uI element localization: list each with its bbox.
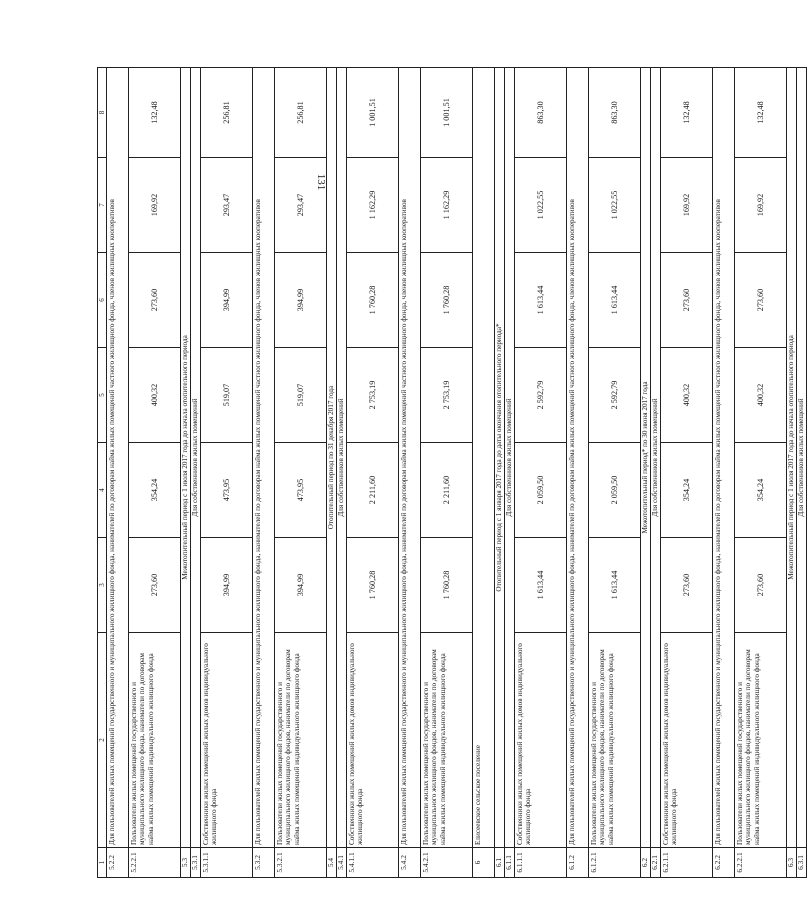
table-row — [641, 68, 651, 878]
table-row — [275, 68, 327, 878]
row-description: Собственники жилых помещений жилых домов индивидуального жилищного фонда — [347, 633, 399, 848]
row-code: 5.4.2.1 — [421, 848, 473, 878]
tariff-value: 1 162,29 — [347, 158, 399, 253]
row-code: 5.3.1.1 — [201, 848, 253, 878]
tariff-value: 273,60 — [735, 538, 787, 633]
group-heading: Для собственников жилых помещений — [797, 68, 807, 848]
tariff-value: 2 753,19 — [347, 348, 399, 443]
tariff-value: 2 059,50 — [515, 443, 567, 538]
tariff-value: 1 001,51 — [347, 68, 399, 158]
tariff-value: 863,30 — [589, 68, 641, 158]
table-row — [661, 68, 713, 878]
period-heading: Межотопительный период* по 30 июня 2017 года — [641, 68, 651, 848]
section-heading: Для пользователей жилых помещений государственного и муниципального жилищного фонда, нанимателей по договорам найма жилых помещений частного жилищного фонда, членов жилищных кооперативов — [253, 68, 275, 848]
row-code: 5.4.1 — [337, 848, 347, 878]
tariff-value: 394,99 — [201, 538, 253, 633]
table-body — [98, 68, 807, 878]
section-heading: Для пользователей жилых помещений государственного и муниципального жилищного фонда, нанимателей по договорам найма жилых помещений частного жилищного фонда, членов жилищных кооперативов — [399, 68, 421, 848]
tariff-value: 132,48 — [129, 68, 181, 158]
page-number: 131 — [315, 173, 327, 191]
table-row — [201, 68, 253, 878]
tariff-value: 1 613,44 — [589, 538, 641, 633]
tariff-value: 169,92 — [129, 158, 181, 253]
table-row — [191, 68, 201, 878]
row-code: 6.2.1.1 — [661, 848, 713, 878]
row-code: 5.4 — [327, 848, 337, 878]
row-code: 5.3.2 — [253, 848, 275, 878]
tariff-value: 273,60 — [129, 253, 181, 348]
tariff-value: 256,81 — [201, 68, 253, 158]
tariff-value: 169,92 — [735, 158, 787, 253]
tariff-value: 1 613,44 — [589, 253, 641, 348]
row-code: 6.2.2.1 — [735, 848, 787, 878]
table-row — [337, 68, 347, 878]
tariff-value: 2 211,60 — [421, 443, 473, 538]
row-code: 5.3.2.1 — [275, 848, 327, 878]
tariff-value: 1 613,44 — [515, 538, 567, 633]
tariff-value: 1 613,44 — [515, 253, 567, 348]
table-row — [181, 68, 191, 878]
row-code: 6.3.1 — [797, 848, 807, 878]
table-row — [473, 68, 495, 878]
table-row — [735, 68, 787, 878]
tariff-value: 400,32 — [735, 348, 787, 443]
row-description: Пользователи жилых помещений государственного и муниципального жилищного фондов, наниматели по договорам найма жилых помещений индивидуального жилищного фонда — [421, 633, 473, 848]
row-code: 5.4.2 — [399, 848, 421, 878]
tariff-value: 293,47 — [201, 158, 253, 253]
tariff-value: 273,60 — [735, 253, 787, 348]
tariff-value: 394,99 — [275, 253, 327, 348]
row-description: Пользователи жилых помещений государственного и муниципального жилищного фонда, наниматели по договорам найма жилых помещений индивидуального жилищного фонда — [129, 633, 181, 848]
row-code: 6.2 — [641, 848, 651, 878]
row-code: 6.1.2.1 — [589, 848, 641, 878]
table-row — [421, 68, 473, 878]
row-code: 6.3 — [787, 848, 797, 878]
tariff-value: 1 022,55 — [515, 158, 567, 253]
row-code: 6.1.2 — [567, 848, 589, 878]
tariff-value: 132,48 — [661, 68, 713, 158]
table-row — [589, 68, 641, 878]
table-row — [787, 68, 797, 878]
row-code: 6.2.2 — [713, 848, 735, 878]
column-number: 1 — [98, 848, 107, 878]
tariff-value: 2 592,79 — [589, 348, 641, 443]
period-heading: Отопительный период по 31 декабря 2017 года — [327, 68, 337, 848]
row-description: Собственники жилых помещений жилых домов индивидуального жилищного фонда — [515, 633, 567, 848]
section-heading: Для пользователей жилых помещений государственного и муниципального жилищного фонда, нанимателей по договорам найма жилых помещений частного жилищного фонда, членов жилищных кооперативов — [567, 68, 589, 848]
row-code: 5.4.1.1 — [347, 848, 399, 878]
tariff-value: 1 022,55 — [589, 158, 641, 253]
table-row — [567, 68, 589, 878]
table-row — [651, 68, 661, 878]
tariff-value: 394,99 — [201, 253, 253, 348]
tariff-value: 169,92 — [661, 158, 713, 253]
period-heading: Межотопительный период с 1 июля 2017 года до начала отопительного периода — [787, 68, 797, 848]
section-heading: Для пользователей жилых помещений государственного и муниципального жилищного фонда, нанимателей по договорам найма жилых помещений частного жилищного фонда, членов жилищных кооперативов — [713, 68, 735, 848]
rotated-table-container — [97, 68, 806, 878]
row-code: 6.1 — [495, 848, 505, 878]
row-description: Собственники жилых помещений жилых домов индивидуального жилищного фонда — [661, 633, 713, 848]
row-description: Пользователи жилых помещений государственного и муниципального жилищного фондов, наниматели по договорам найма жилых помещений индивидуального жилищного фонда — [275, 633, 327, 848]
tariff-value: 273,60 — [661, 538, 713, 633]
tariff-value: 1 760,28 — [421, 538, 473, 633]
section-heading: Елисеевское сельское поселение — [473, 68, 495, 848]
tariff-value: 400,32 — [661, 348, 713, 443]
table-row — [505, 68, 515, 878]
table-row — [347, 68, 399, 878]
tariff-value: 519,07 — [275, 348, 327, 443]
row-description: Пользователи жилых помещений государственного и муниципального жилищного фондов, наниматели по договорам найма жилых помещений индивидуального жилищного фонда — [735, 633, 787, 848]
tariff-value: 2 059,50 — [589, 443, 641, 538]
row-code: 6.1.1.1 — [515, 848, 567, 878]
tariff-table — [97, 67, 807, 878]
table-row — [107, 68, 129, 878]
table-row — [327, 68, 337, 878]
table-row — [495, 68, 505, 878]
column-number: 3 — [98, 538, 107, 633]
table-row — [399, 68, 421, 878]
tariff-value: 2 592,79 — [515, 348, 567, 443]
group-heading: Для собственников жилых помещений — [651, 68, 661, 848]
row-code: 6 — [473, 848, 495, 878]
tariff-value: 2 753,19 — [421, 348, 473, 443]
row-code: 5.2.2.1 — [129, 848, 181, 878]
tariff-value: 2 211,60 — [347, 443, 399, 538]
column-number: 4 — [98, 443, 107, 538]
tariff-value: 1 162,29 — [421, 158, 473, 253]
table-row — [515, 68, 567, 878]
tariff-value: 1 001,51 — [421, 68, 473, 158]
column-number: 6 — [98, 253, 107, 348]
tariff-value: 256,81 — [275, 68, 327, 158]
tariff-value: 1 760,28 — [347, 253, 399, 348]
tariff-value: 400,32 — [129, 348, 181, 443]
column-number: 8 — [98, 68, 107, 158]
row-description: Пользователи жилых помещений государственного и муниципального жилищного фондов, наниматели по договорам найма жилых помещений индивидуального жилищного фонда — [589, 633, 641, 848]
tariff-value: 132,48 — [735, 68, 787, 158]
row-code: 5.3 — [181, 848, 191, 878]
table-row — [253, 68, 275, 878]
tariff-value: 473,95 — [201, 443, 253, 538]
section-heading: Для пользователей жилых помещений государственного и муниципального жилищного фонда, нанимателей по договорам найма жилых помещений частного жилищного фонда, членов жилищных кооперативов — [107, 68, 129, 848]
tariff-value: 273,60 — [129, 538, 181, 633]
group-heading: Для собственников жилых помещений — [191, 68, 201, 848]
row-code: 6.2.1 — [651, 848, 661, 878]
tariff-value: 354,24 — [661, 443, 713, 538]
tariff-value: 354,24 — [735, 443, 787, 538]
tariff-value: 354,24 — [129, 443, 181, 538]
tariff-value: 1 760,28 — [347, 538, 399, 633]
tariff-value: 519,07 — [201, 348, 253, 443]
group-heading: Для собственников жилых помещений — [337, 68, 347, 848]
column-number: 5 — [98, 348, 107, 443]
tariff-value: 293,47 — [275, 158, 327, 253]
row-code: 5.3.1 — [191, 848, 201, 878]
table-row — [129, 68, 181, 878]
table-row — [713, 68, 735, 878]
tariff-value: 473,95 — [275, 443, 327, 538]
column-number: 7 — [98, 158, 107, 253]
period-heading: Отопительный период с 1 января 2017 года до даты окончания отопительного периода* — [495, 68, 505, 848]
tariff-value: 863,30 — [515, 68, 567, 158]
tariff-value: 273,60 — [661, 253, 713, 348]
row-code: 5.2.2 — [107, 848, 129, 878]
tariff-value: 1 760,28 — [421, 253, 473, 348]
row-code: 6.1.1 — [505, 848, 515, 878]
table-row — [797, 68, 807, 878]
period-heading: Межотопительный период с 1 июля 2017 года до начала отопительного периода — [181, 68, 191, 848]
column-number-row — [98, 68, 107, 878]
row-description: Собственники жилых помещений жилых домов индивидуального жилищного фонда — [201, 633, 253, 848]
group-heading: Для собственников жилых помещений — [505, 68, 515, 848]
tariff-value: 394,99 — [275, 538, 327, 633]
column-number: 2 — [98, 633, 107, 848]
